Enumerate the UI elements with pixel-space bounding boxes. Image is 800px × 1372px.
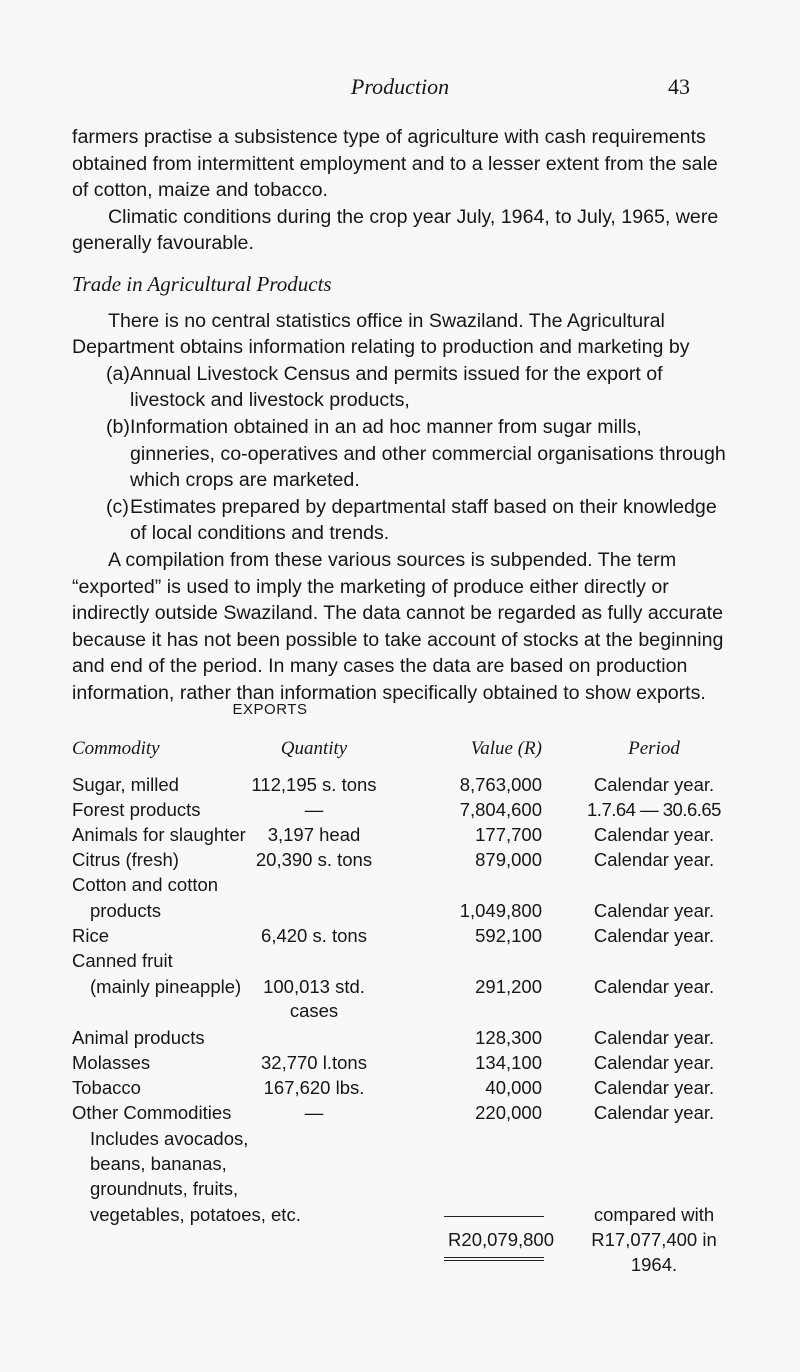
- quantity-cell: 167,620 lbs.: [263, 1077, 365, 1098]
- list-item-a: [72, 361, 732, 414]
- period-cell: Calendar year.: [593, 1102, 715, 1123]
- running-title: Production: [350, 74, 450, 99]
- intro-paragraph-2: Climatic conditions during the crop year July, 1964, to July, 1965, were generally favourable.: [72, 205, 719, 255]
- note-text: groundnuts, fruits,: [90, 1178, 239, 1199]
- period-cell: Calendar year.: [593, 1027, 715, 1048]
- value-cell: 291,200: [475, 976, 542, 997]
- intro-text: [72, 124, 732, 257]
- commodity-cell: Forest products: [72, 799, 201, 820]
- commodity-cell: Animal products: [72, 1027, 205, 1048]
- commodity-cell: products: [90, 900, 161, 921]
- total-value: R20,079,800: [448, 1229, 554, 1250]
- value-cell: 7,804,600: [459, 799, 542, 820]
- quantity-cell: —: [304, 799, 324, 820]
- list-marker: (a): [106, 362, 130, 385]
- section-paragraph-1: There is no central statistics office in Swaziland. The Agricultural Department obtains information relating to production and marketing by: [72, 309, 690, 359]
- period-cell: Calendar year.: [593, 1077, 715, 1098]
- commodity-cell: Molasses: [72, 1052, 151, 1073]
- exports-title: EXPORTS: [232, 701, 308, 718]
- quantity-cell: 6,420 s. tons: [261, 925, 367, 946]
- period-cell: 1.7.64 — 30.6.65: [587, 799, 721, 820]
- value-cell: 879,000: [475, 849, 542, 870]
- commodity-cell: Animals for slaughter: [72, 824, 246, 845]
- page-number: 43: [668, 74, 690, 99]
- header-quantity: Quantity: [280, 738, 348, 759]
- comparison-text: 1964.: [630, 1254, 678, 1275]
- commodity-cell: Other Commodities: [72, 1102, 232, 1123]
- comparison-text: R17,077,400 in: [591, 1229, 717, 1250]
- list-item-b: [72, 414, 732, 494]
- note-text: vegetables, potatoes, etc.: [90, 1204, 301, 1225]
- period-cell: Calendar year.: [593, 774, 715, 795]
- value-cell: 1,049,800: [459, 900, 542, 921]
- list-marker: (c): [106, 495, 129, 518]
- header-value: Value (R): [470, 738, 542, 759]
- note-text: Includes avocados,: [90, 1128, 249, 1149]
- list-text: Estimates prepared by departmental staff based on their knowledge of local conditions and trends.: [130, 495, 717, 545]
- total-double-rule-top: [444, 1257, 544, 1258]
- commodity-cell: Rice: [72, 925, 110, 946]
- commodity-cell: Sugar, milled: [72, 774, 179, 795]
- commodity-cell: (mainly pineapple): [90, 976, 242, 997]
- quantity-unit-cell: cases: [289, 1000, 339, 1021]
- value-cell: 8,763,000: [459, 774, 542, 795]
- period-cell: Calendar year.: [593, 900, 715, 921]
- list-text: Annual Livestock Census and permits issued for the export of livestock and livestock products,: [130, 362, 663, 412]
- header-commodity: Commodity: [72, 738, 160, 759]
- value-cell: 128,300: [475, 1027, 542, 1048]
- quantity-cell: 20,390 s. tons: [255, 849, 373, 870]
- trade-section: [72, 271, 732, 707]
- page-header: [0, 74, 800, 104]
- section-paragraph-2: A compilation from these various sources is subpended. The term “exported” is used to imply the marketing of produce either directly or indirectly outside Swaziland. The data cannot be regarded as fully accurate because it has not been possible to take account of stocks at the beginning and end of the period. In many cases the data are based on production information, rather than information specifically obtained to show exports.: [72, 548, 724, 704]
- list-text: Information obtained in an ad hoc manner from sugar mills, ginneries, co-operatives and other commercial organisations through which crops are marketed.: [130, 415, 726, 492]
- quantity-cell: —: [304, 1102, 324, 1123]
- note-text: beans, bananas,: [90, 1153, 227, 1174]
- list-marker: (b): [106, 415, 130, 438]
- period-cell: Calendar year.: [593, 849, 715, 870]
- period-cell: Calendar year.: [593, 976, 715, 997]
- quantity-cell: 100,013 std.: [263, 976, 365, 997]
- quantity-cell: 3,197 head: [267, 824, 361, 845]
- comparison-text: compared with: [593, 1204, 715, 1225]
- value-cell: 592,100: [475, 925, 542, 946]
- period-cell: Calendar year.: [593, 925, 715, 946]
- header-period: Period: [628, 738, 680, 759]
- value-cell: 134,100: [475, 1052, 542, 1073]
- quantity-cell: 112,195 s. tons: [251, 774, 377, 795]
- value-cell: 40,000: [485, 1077, 542, 1098]
- quantity-cell: 32,770 l.tons: [261, 1052, 367, 1073]
- value-cell: 177,700: [475, 824, 542, 845]
- intro-paragraph-1: farmers practise a subsistence type of agriculture with cash requirements obtained from intermittent employment and to a lesser extent from the sale of cotton, maize and tobacco.: [72, 126, 718, 202]
- value-cell: 220,000: [475, 1102, 542, 1123]
- period-cell: Calendar year.: [593, 824, 715, 845]
- total-double-rule-bottom: [444, 1260, 544, 1261]
- commodity-cell: Tobacco: [72, 1077, 141, 1098]
- subtotal-rule: [444, 1216, 544, 1217]
- commodity-cell: Canned fruit: [72, 950, 173, 971]
- list-item-c: [72, 494, 732, 547]
- commodity-cell: Citrus (fresh): [72, 849, 179, 870]
- period-cell: Calendar year.: [593, 1052, 715, 1073]
- commodity-cell: Cotton and cotton: [72, 874, 219, 895]
- section-heading: Trade in Agricultural Products: [72, 272, 332, 296]
